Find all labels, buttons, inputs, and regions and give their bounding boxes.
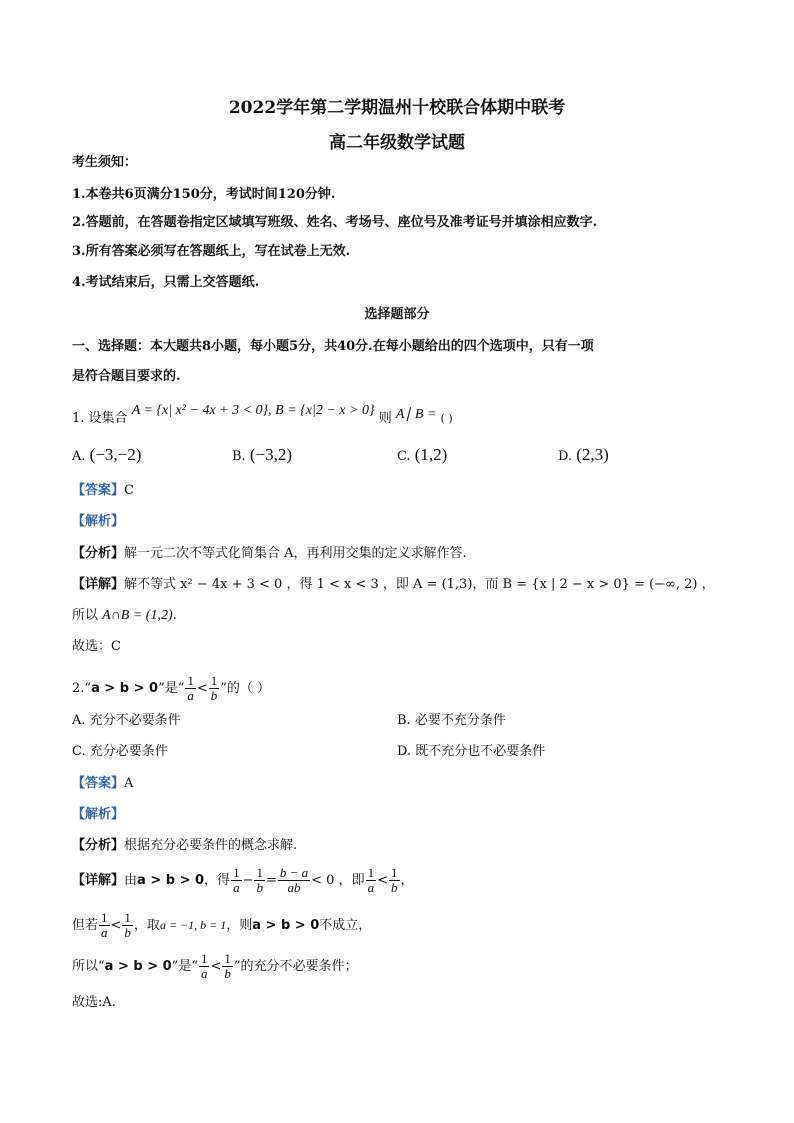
q2-option-a: A. 充分不必要条件 — [72, 713, 181, 728]
text-fragment: C — [124, 483, 134, 498]
q1-option-a — [72, 446, 141, 466]
fraction — [209, 674, 220, 703]
notice-item: 1.本卷共6页满分150分，考试时间120分钟. — [72, 187, 336, 202]
section-intro: 是符合题目要求的. — [72, 369, 181, 384]
fraction — [254, 866, 265, 895]
text-fragment: A∩B = (1,2) — [102, 608, 173, 623]
text-fragment: 1 — [124, 910, 131, 925]
q2-fenxi — [72, 837, 297, 855]
q1-expr: A∣ B = — [395, 407, 437, 422]
notice-item: 3.所有答案必须写在答题纸上，写在试卷上无效. — [72, 244, 351, 259]
text-fragment: (−3,2) — [249, 445, 292, 464]
text-fragment: ，则 — [226, 918, 253, 933]
q1-fenxi — [72, 545, 467, 563]
q1-set-a: A = {x| x² − 4x + 3 < 0} — [131, 403, 269, 418]
fraction — [366, 866, 377, 895]
fraction — [122, 911, 133, 940]
fraction — [389, 866, 400, 895]
fraction — [199, 952, 210, 981]
text-fragment: ”是“ — [171, 959, 198, 974]
text-fragment: b — [391, 880, 398, 895]
q2-option-d: D. 既不充分也不必要条件 — [397, 744, 546, 759]
q1-then: 则 — [378, 411, 392, 426]
q1-set-b: , B = {x|2 − x > 0} — [268, 403, 375, 418]
question-1 — [72, 403, 453, 428]
text-fragment: 1 — [391, 865, 398, 880]
text-fragment: ，取 — [133, 918, 160, 933]
text-fragment: D. — [558, 449, 573, 464]
q2-counterexample — [72, 910, 371, 941]
q1-prefix: 1. 设集合 — [72, 411, 128, 426]
text-fragment: ”的（ ） — [220, 681, 271, 696]
text-fragment: < — [377, 873, 388, 888]
text-fragment: < — [196, 681, 208, 696]
text-fragment: 由 — [124, 873, 138, 888]
text-fragment: a — [101, 925, 108, 940]
text-fragment: 但若 — [72, 918, 99, 933]
text-fragment: ab — [287, 880, 301, 895]
text-fragment: (2,3) — [576, 445, 609, 464]
fraction — [278, 866, 310, 895]
q1-option-b — [232, 446, 292, 466]
text-fragment: 1 — [367, 865, 375, 880]
question-2 — [72, 674, 270, 703]
text-fragment: 解一元二次不等式化简集合 A，再利用交集的定义求解作答. — [124, 546, 467, 561]
text-fragment: (−3,−2) — [89, 445, 142, 464]
text-fragment: a > b > 0 — [104, 959, 172, 974]
text-fragment: 1 — [233, 865, 240, 880]
text-fragment: 所以 — [72, 608, 103, 623]
text-fragment: b − a — [279, 865, 309, 880]
text-fragment: 1 — [187, 673, 194, 688]
q1-analysis-label: 【解析】 — [72, 514, 125, 529]
text-fragment: ，得 — [204, 873, 231, 888]
text-fragment: 【分析】 — [72, 546, 125, 561]
text-fragment: 1 — [210, 673, 218, 688]
text-fragment: a = −1, b = 1 — [159, 918, 227, 932]
fraction — [185, 674, 196, 703]
q1-option-d — [558, 446, 609, 466]
q2-xiangjie — [72, 866, 414, 896]
text-fragment: 不成立， — [319, 918, 372, 933]
text-fragment: 1 — [256, 865, 263, 880]
q1-choice: 故选：C — [72, 639, 121, 654]
text-fragment: 1 — [101, 910, 108, 925]
text-fragment: < — [110, 918, 122, 933]
text-fragment: . — [172, 608, 177, 623]
text-fragment: 1 — [224, 951, 231, 966]
text-fragment: 2.“ — [72, 681, 92, 696]
q2-analysis-label: 【解析】 — [72, 807, 125, 822]
text-fragment: 【详解】 — [72, 577, 125, 592]
text-fragment: 所以“ — [72, 959, 105, 974]
text-fragment: < — [210, 959, 222, 974]
q2-option-b: B. 必要不充分条件 — [397, 713, 506, 728]
fraction — [231, 866, 242, 895]
q2-answer — [72, 775, 133, 793]
text-fragment: 【详解】 — [72, 873, 125, 888]
text-fragment: 根据充分必要条件的概念求解. — [124, 838, 298, 853]
section-intro: 一、选择题：本大题共8小题，每小题5分，共40分.在每小题给出的四个选项中，只有一项 — [72, 339, 594, 354]
text-fragment: 【答案】 — [72, 483, 125, 498]
q1-conclusion — [72, 607, 177, 625]
text-fragment: a — [187, 688, 194, 703]
q2-option-c: C. 充分必要条件 — [72, 744, 168, 759]
fraction — [99, 911, 110, 940]
text-fragment: 解不等式 x² − 4x + 3 < 0 ，得 1 < x < 3 ，即 A = (1,3)，而 B = {x | 2 − x > 0} = (−∞, 2) ， — [124, 577, 715, 592]
q1-xiangjie — [72, 576, 715, 594]
q1-answer — [72, 482, 134, 500]
text-fragment: b — [124, 925, 131, 940]
text-fragment: b — [256, 880, 263, 895]
text-fragment: a — [200, 966, 208, 981]
fraction — [222, 952, 233, 981]
notice-heading: 考生须知： — [72, 155, 138, 170]
text-fragment: a — [233, 880, 240, 895]
text-fragment: ”是“ — [158, 681, 185, 696]
q2-conclusion — [72, 952, 358, 982]
text-fragment: A. — [72, 449, 86, 464]
q1-paren: ( ) — [440, 412, 453, 425]
text-fragment: b — [224, 966, 231, 981]
exam-title: 2022学年第二学期温州十校联合体期中联考 — [228, 98, 566, 118]
notice-item: 2.答题前，在答题卷指定区域填写班级、姓名、考场号、座位号及准考证号并填涂相应数字. — [72, 215, 598, 230]
q1-option-c — [397, 446, 447, 466]
text-fragment: B. — [232, 449, 246, 464]
text-fragment: < 0 ，即 — [311, 873, 365, 888]
text-fragment: − — [242, 873, 254, 888]
text-fragment: ”的充分不必要条件； — [233, 959, 358, 974]
text-fragment: 1 — [200, 951, 208, 966]
text-fragment: C. — [397, 449, 411, 464]
text-fragment: (1,2) — [414, 445, 448, 464]
text-fragment: a > b > 0 — [252, 918, 320, 933]
text-fragment: a > b > 0 — [91, 681, 159, 696]
text-fragment: b — [210, 688, 218, 703]
text-fragment: 【分析】 — [72, 838, 125, 853]
q2-choice: 故选:A. — [72, 995, 116, 1010]
text-fragment: A — [124, 776, 134, 791]
text-fragment: a > b > 0 — [137, 873, 205, 888]
notice-item: 4.考试结束后，只需上交答题纸. — [72, 275, 260, 290]
text-fragment: 【答案】 — [72, 776, 125, 791]
text-fragment: = — [265, 873, 277, 888]
text-fragment: ， — [400, 873, 414, 888]
exam-subtitle: 高二年级数学试题 — [329, 133, 465, 153]
text-fragment: a — [367, 880, 375, 895]
section-title: 选择题部分 — [364, 307, 430, 322]
